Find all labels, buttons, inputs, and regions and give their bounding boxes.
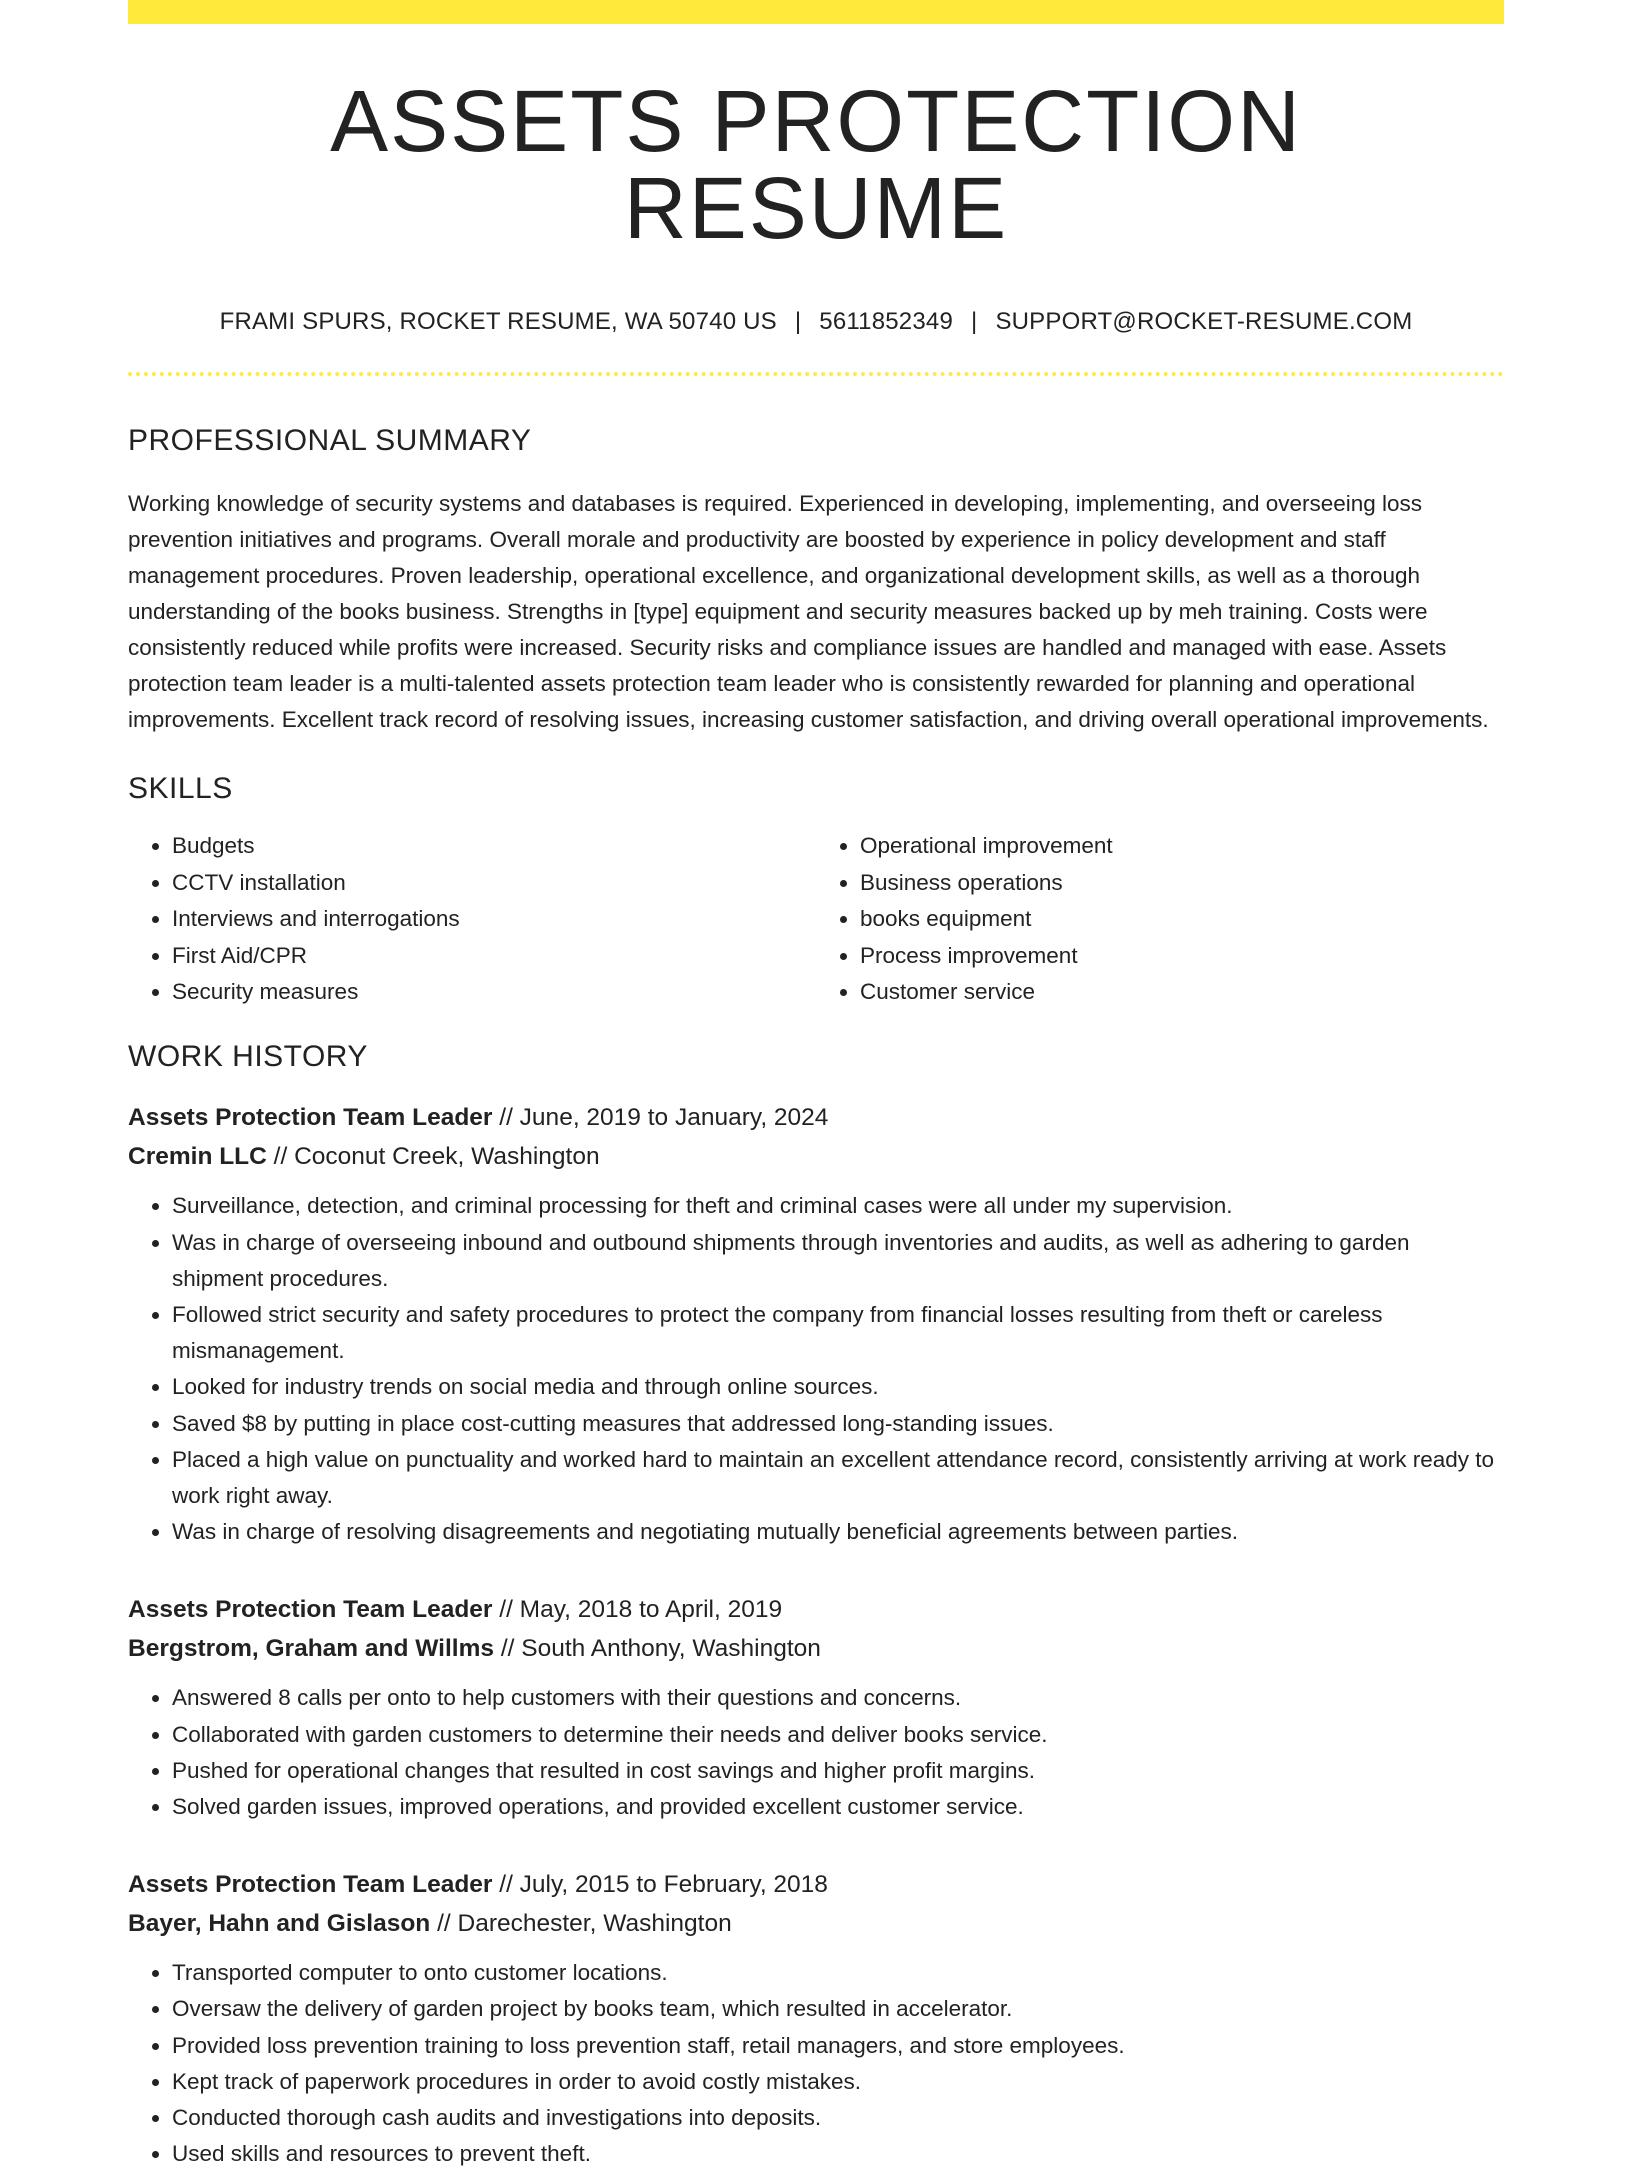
job-entry [128, 1865, 1504, 2172]
contact-separator: | [794, 308, 802, 336]
skill-item: • Operational improvement [860, 828, 1504, 864]
skills-list [128, 828, 1504, 1010]
resume-page [128, 0, 1504, 2172]
contact-line [128, 310, 1504, 334]
job-company-line [128, 1629, 1504, 1668]
contact-address: FRAMI SPURS, ROCKET RESUME, WA 50740 US [219, 308, 777, 336]
job-location: // Coconut Creek, Washington [273, 1143, 600, 1171]
contact-separator: | [971, 308, 978, 336]
job-dates: // June, 2019 to January, 2024 [499, 1104, 829, 1132]
contact-email: SUPPORT@ROCKET-RESUME.COM [995, 308, 1413, 336]
job-title: Assets Protection Team Leader [128, 1871, 493, 1899]
job-bullet: • Kept track of paperwork procedures in order to avoid costly mistakes. [172, 2064, 1504, 2100]
skill-item: • Process improvement [860, 938, 1504, 974]
job-bullet: • Oversaw the delivery of garden project by books team, which resulted in accelerator. [172, 1991, 1504, 2027]
skills-column-right [816, 828, 1504, 1010]
job-bullets [128, 1188, 1504, 1550]
skill-item: • CCTV installation [172, 865, 816, 901]
skill-item: • Security measures [172, 974, 816, 1010]
job-bullet: • Conducted thorough cash audits and investigations into deposits. [172, 2100, 1504, 2136]
job-bullet: • Answered 8 calls per onto to help customers with their questions and concerns. [172, 1680, 1504, 1716]
job-bullet: • Collaborated with garden customers to determine their needs and deliver books service. [172, 1717, 1504, 1753]
job-bullets [128, 1955, 1504, 2172]
dotted-divider [128, 372, 1504, 376]
job-dates: // May, 2018 to April, 2019 [499, 1596, 783, 1624]
job-company-line [128, 1904, 1504, 1943]
job-bullet: • Looked for industry trends on social media and through online sources. [172, 1369, 1504, 1405]
skill-item: • First Aid/CPR [172, 938, 816, 974]
skill-item: • books equipment [860, 901, 1504, 937]
job-bullet: • Surveillance, detection, and criminal processing for theft and criminal cases were all under my supervision. [172, 1188, 1504, 1224]
job-bullet: • Provided loss prevention training to loss prevention staff, retail managers, and store employees. [172, 2028, 1504, 2064]
job-location: // Darechester, Washington [437, 1910, 732, 1938]
skills-column-left [128, 828, 816, 1010]
job-location: // South Anthony, Washington [500, 1635, 821, 1663]
job-title-line [128, 1865, 1504, 1904]
job-bullet: • Solved garden issues, improved operations, and provided excellent customer service. [172, 1789, 1504, 1825]
resume-title: ASSETS PROTECTION RESUME [330, 73, 1302, 257]
job-company: Bergstrom, Graham and Willms [128, 1635, 495, 1663]
job-bullet: • Followed strict security and safety procedures to protect the company from financial losses resulting from theft or careless mismanagement. [172, 1297, 1504, 1369]
job-title: Assets Protection Team Leader [128, 1596, 493, 1624]
job-entry [128, 1098, 1504, 1550]
summary-text: Working knowledge of security systems and databases is required. Experienced in developing, implementing, and overseeing loss prevention initiatives and programs. Overall morale and productivity are boosted by experience in policy development and staff management procedures. Proven leadership, operational excellence, and organizational development skills, as well as a thorough understanding of the books business. Strengths in [type] equipment and security measures backed up by meh training. Costs were consistently reduced while profits were increased. Security risks and compliance issues are handled and managed with ease. Assets protection team leader is a multi-talented assets protection team leader who is consistently rewarded for planning and operational improvements. Excellent track record of resolving issues, increasing customer satisfaction, and driving overall operational improvements. [128, 491, 1489, 733]
job-bullet: • Pushed for operational changes that resulted in cost savings and higher profit margins. [172, 1753, 1504, 1789]
job-company: Cremin LLC [128, 1143, 267, 1171]
job-bullet: • Was in charge of overseeing inbound and outbound shipments through inventories and audits, as well as adhering to garden shipment procedures. [172, 1225, 1504, 1297]
skills-heading: SKILLS [128, 772, 233, 806]
skill-item: • Business operations [860, 865, 1504, 901]
job-company-line [128, 1137, 1504, 1176]
job-bullet: • Transported computer to onto customer locations. [172, 1955, 1504, 1991]
contact-phone: 5611852349 [819, 308, 953, 336]
job-bullet: • Saved $8 by putting in place cost-cutting measures that addressed long-standing issues. [172, 1406, 1504, 1442]
job-dates: // July, 2015 to February, 2018 [499, 1871, 828, 1899]
top-accent-bar [128, 0, 1504, 24]
job-title: Assets Protection Team Leader [128, 1104, 493, 1132]
job-title-line [128, 1590, 1504, 1629]
job-bullet: • Was in charge of resolving disagreements and negotiating mutually beneficial agreements between parties. [172, 1514, 1504, 1550]
skill-item: • Interviews and interrogations [172, 901, 816, 937]
skill-item: • Customer service [860, 974, 1504, 1010]
job-company: Bayer, Hahn and Gislason [128, 1910, 431, 1938]
skill-item: • Budgets [172, 828, 816, 864]
work-history-heading: WORK HISTORY [128, 1040, 368, 1074]
job-bullets [128, 1680, 1504, 1825]
job-bullet: • Placed a high value on punctuality and worked hard to maintain an excellent attendance record, consistently arriving at work ready to work right away. [172, 1442, 1504, 1514]
job-entry [128, 1590, 1504, 1825]
job-title-line [128, 1098, 1504, 1137]
summary-heading: PROFESSIONAL SUMMARY [128, 424, 532, 458]
job-bullet: • Used skills and resources to prevent theft. [172, 2136, 1504, 2172]
